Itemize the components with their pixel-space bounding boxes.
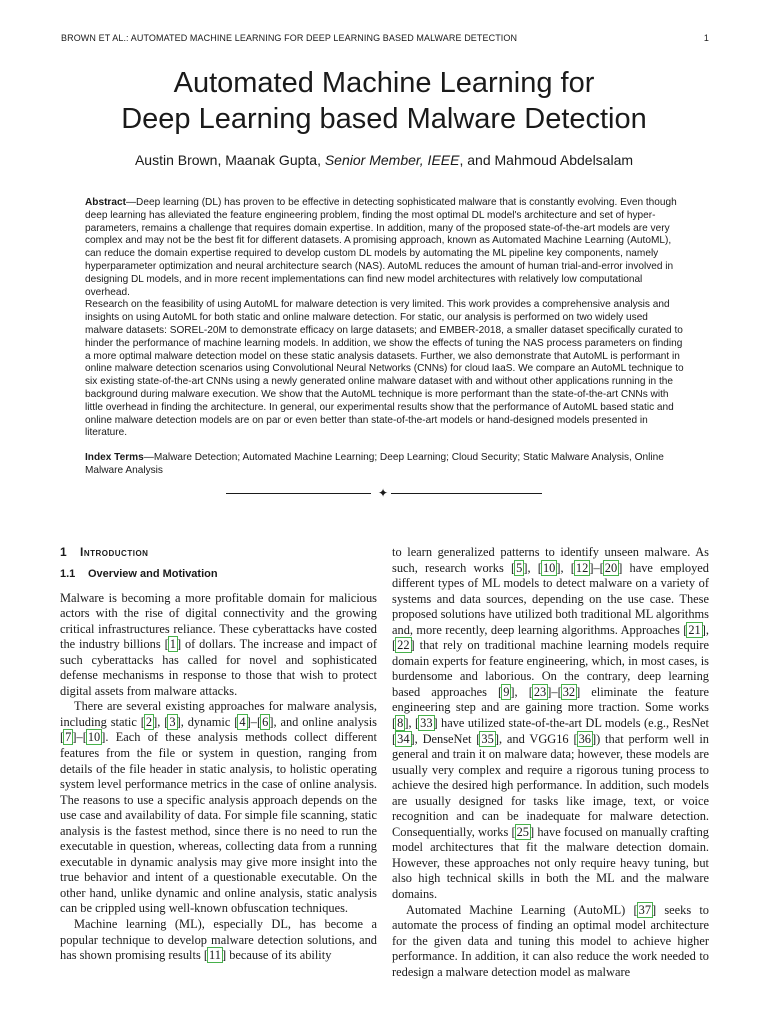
citation-link[interactable]: 37 [638, 902, 652, 917]
text-run: , dynamic [180, 714, 235, 729]
body-column-left [60, 545, 377, 964]
text-run: – [551, 684, 558, 699]
text-run: have focused on manually crafting model architectures that fit the malware detection domain. However, these approaches not only require heavy tuning, but also high technical skills in both the ML and the malware domains. [392, 824, 709, 902]
text-run: , [408, 716, 415, 731]
abstract-paragraph-2: Research on the feasibility of using AutoML for malware detection is very limited. This work provides a comprehensive analysis and insights on using AutoML for both static and online malware detection. For static, our analysis is performed on two widely used malware datasets: SOREL-20M to demonstrate efficacy on large datasets; and EMBER-2018, a smaller dataset specifically curated to hinder the performance of machine learning models. In addition, we show the effects of tuning the NAS process parameters on finding a more optimal malware detection model on these static analysis datasets. Further, we also demonstrate that AutoML is performant in online malware detection scenarios using Convolutional Neural Networks (CNNs) for cloud IaaS. We compare an AutoML technique to six existing state-of-the-art CNNs using a newly generated online malware dataset with and without other applications running in the background during malware execution. We show that the AutoML technique is more performant than the state-of-the-art CNNs with little overhead in finding the architecture. In general, our experimental results show that the performance of AutoML based static and online malware detection models are on par or even better than state-of-the-art models or hand-designed models presented in literature. [85, 299, 684, 439]
text-run: , [514, 684, 529, 699]
text-run: – [593, 560, 600, 575]
citation-link[interactable]: 4 [239, 714, 246, 729]
text-run: seeks to automate the process of finding an optimal model architecture for the given data and tuning this model to achieve higher performance. In addition, it can also reduce the work needed to redesign a malware detection model as malware [392, 902, 709, 979]
index-terms-text: —Malware Detection; Automated Machine Learning; Deep Learning; Cloud Security; Static Malware Analysis, Online Malware Analysis [85, 452, 664, 476]
running-header-title: BROWN ET AL.: AUTOMATED MACHINE LEARNING FOR DEEP LEARNING BASED MALWARE DETECTION [61, 33, 518, 43]
text-run: – [76, 730, 83, 745]
citation-link[interactable]: 8 [397, 716, 404, 731]
abstract [85, 197, 686, 440]
citation-link[interactable]: 7 [65, 730, 72, 745]
citation-link[interactable]: 32 [562, 684, 576, 699]
text-run: There are several existing approaches for malware analysis, including static [60, 699, 377, 729]
text-run: Malware is becoming a more profitable domain for malicious actors with the rise of digital connectivity and the growing critical infrastructures reliance. These cyberattacks have costed the industry billions [60, 590, 377, 652]
citation-link[interactable]: 2 [145, 714, 153, 729]
subsection-number: 1.1 [60, 568, 76, 580]
citation-link[interactable]: 23 [533, 684, 547, 699]
abstract-paragraph-1 [85, 197, 686, 299]
text-run: Automated Machine Learning (AutoML) [406, 902, 634, 917]
citation-link[interactable]: 25 [516, 824, 529, 839]
text-run: , and VGG16 [498, 731, 574, 746]
text-run: Machine learning (ML), especially DL, has become a popular technique to develop malware detection solutions, and has shown promising results [60, 917, 377, 963]
text-run: of dollars. The increase and impact of such cyberattacks has called for novel and sophisticated defense mechanisms in response to those that wish to protect digital assets from malware attacks. [60, 637, 377, 698]
text-run: have employed different types of ML models to detect malware on a variety of systems and data sources, depending on the use case. These proposed solutions have utilized both traditional ML algorithms and, more recently, deep learning algorithms. Approaches [392, 560, 709, 637]
index-terms [85, 452, 686, 478]
citation-link[interactable]: 1 [169, 637, 176, 652]
body-paragraph: Automated Machine Learning (AutoML) [37] seeks to automate the process of finding an optimal model architecture for the given data and tuning this model to achieve higher performance. In addition, it can also reduce the work needed to redesign a malware detection model as malware [392, 902, 709, 979]
authors-part-2: , and Mahmoud Abdelsalam [459, 152, 634, 168]
citation-link[interactable]: 5 [516, 560, 523, 575]
text-run: , DenseNet [414, 731, 477, 746]
abstract-text-1: —Deep learning (DL) has proven to be effective in detecting sophisticated malware that is constantly evolving. Even though deep learning has alleviated the feature engineering problem, finding the most optimal DL model's architecture and set of hyper-parameters, remains a challenge that requires domain expertise. In addition, many of the proposed state-of-the-art models are very complex and may not be the best fit for different datasets. A promising approach, known as Automated Machine Learning (AutoML), can reduce the domain expertise required to develop custom DL models by automating the ML pipeline key components, namely hyperparameter optimization and neural architecture search (NAS). AutoML reduces the amount of human trial-and-error involved in designing DL models, and in more recent implementations can find new model architectures with relatively low computational overhead. [85, 197, 677, 298]
text-run: because of its ability [226, 948, 332, 963]
citation-link[interactable]: 20 [604, 560, 618, 575]
text-run: , [527, 560, 538, 575]
paper-title-line-2: Deep Learning based Malware Detection [121, 103, 647, 135]
divider-line-right [391, 493, 542, 494]
text-run: . Each of these analysis methods collect different features from the file or system in question, ranging from details of the file header in static analysis, to holistic operating system level performance metrics in the case of online analysis. The reasons to use a specific analysis approach depends on the use case and availability of data. For simple file scanning, static analysis is the fastest method, since there is no need to run the executable in question, whereas, collecting data from a running executable in dynamic analysis may give more insight into the true behavior and intent of a questionable executable. On the other hand, unlike dynamic and online analysis, static analysis can be crippled using well-known obfuscation techniques. [60, 730, 377, 916]
authors-membership: Senior Member, IEEE [324, 152, 460, 168]
body-column-right [392, 545, 709, 980]
section-title: Introduction [80, 545, 149, 559]
page-number: 1 [703, 33, 709, 43]
abstract-label: Abstract [85, 197, 126, 208]
divider-diamond-icon: ✦ [377, 486, 389, 500]
authors-part-1: Austin Brown, Maanak Gupta, [134, 152, 325, 168]
body-paragraph: to learn generalized patterns to identify unseen malware. As such, research works [5], [10], [12]–[20] have employed different types of ML models to detect malware on a variety of systems and data sources, depending on the use case. These proposed solutions have utilized both traditional ML algorithms and, more recently, deep learning algorithms. Approaches [21], [22] that rely on traditional machine learning models require domain experts for feature engineering, which, in most cases, is burdensome and laborious. On the contrary, deep learning based approaches [9], [23]–[32] eliminate the feature engineering step and are gaining more traction. Some works [8], [33] have utilized state-of-the-art DL models (e.g., ResNet [34], DenseNet [35], and VGG16 [36]) that perform well in general and train it on malware data; however, these models are usually very complex and require a rigorous tuning process to achieve the desired high performance. In addition, such models are usually designed for tasks like image, text, or voice recognition and can be inadequate for malware detection. Consequentially, works [25] have focused on manually crafting model architectures that fit the malware detection domain. However, these approaches not only require heavy tuning, but also high technical skills in both the ML and the malware domains. [392, 545, 710, 902]
citation-link[interactable]: 10 [87, 730, 101, 745]
text-run: have utilized state-of-the-art DL models (e.g., ResNet [437, 716, 709, 731]
text-run: to learn generalized patterns to identify unseen malware. As such, research works [392, 545, 709, 575]
section-number: 1 [60, 545, 67, 559]
text-run: eliminate the feature engineering step and are gaining more traction. Some works [392, 684, 710, 715]
citation-link[interactable]: 35 [481, 731, 494, 746]
section-divider [226, 486, 542, 500]
citation-link[interactable]: 21 [688, 622, 701, 637]
paper-title-line-1: Automated Machine Learning for [173, 67, 595, 99]
paper-title [40, 65, 728, 137]
text-run: – [250, 714, 257, 729]
text-run: , [157, 714, 165, 729]
citation-link[interactable]: 9 [503, 684, 510, 699]
text-run: that rely on traditional machine learning models require domain experts for feature engineering, which, in most cases, is burdensome and laborious. On the contrary, deep learning based approaches [392, 638, 709, 699]
citation-link[interactable]: 36 [578, 731, 591, 746]
citation-link[interactable]: 10 [542, 560, 556, 575]
text-run: , and online analysis [273, 714, 378, 729]
section-heading [60, 545, 377, 561]
citation-link[interactable]: 11 [209, 948, 221, 963]
subsection-title: Overview and Motivation [88, 568, 218, 580]
citation-link[interactable]: 3 [169, 714, 176, 729]
index-terms-label: Index Terms [85, 452, 144, 463]
citation-link[interactable]: 33 [420, 716, 433, 731]
text-run: , [560, 560, 571, 575]
text-run: , [705, 622, 709, 637]
subsection-heading [60, 567, 377, 583]
divider-line-left [226, 493, 371, 494]
body-paragraph: There are several existing approaches for malware analysis, including static [2], [3], dynamic [4]–[6], and online analysis [7]–[10]. Each of these analysis methods collect different features from the file or system in question, ranging from details of the file header in static analysis, to holistic operating system level performance metrics in the case of online analysis. The reasons to use a specific analysis approach depends on the use case and availability of data. For simple file scanning, static analysis is the fastest method, since there is no need to run the executable in question, whereas, collecting data from a running executable in dynamic analysis may give more insight into the true behavior and intent of a questionable executable. On the other hand, unlike dynamic and online analysis, static analysis can be crippled using well-known obfuscation techniques. [60, 699, 378, 916]
body-paragraph: Machine learning (ML), especially DL, has become a popular technique to develop malware detection solutions, and has shown promising results [11] because of its ability [60, 917, 377, 963]
author-list [40, 152, 728, 168]
citation-link[interactable]: 22 [397, 638, 410, 653]
citation-link[interactable]: 12 [575, 560, 589, 575]
citation-link[interactable]: 6 [262, 714, 269, 729]
body-paragraph: Malware is becoming a more profitable domain for malicious actors with the rise of digital connectivity and the growing critical infrastructures reliance. These cyberattacks have costed the industry billions [1] of dollars. The increase and impact of such cyberattacks has called for novel and sophisticated defense mechanisms in response to those that wish to protect digital assets from malware attacks. [60, 590, 377, 698]
citation-link[interactable]: 34 [397, 731, 410, 746]
text-run: ) that perform well in general and train it on malware data; however, these models are usually very complex and require a rigorous tuning process to achieve the desired high performance. In addition, such models are usually designed for tasks like image, text, or voice recognition and can be inadequate for malware detection. Consequentially, works [392, 731, 709, 839]
